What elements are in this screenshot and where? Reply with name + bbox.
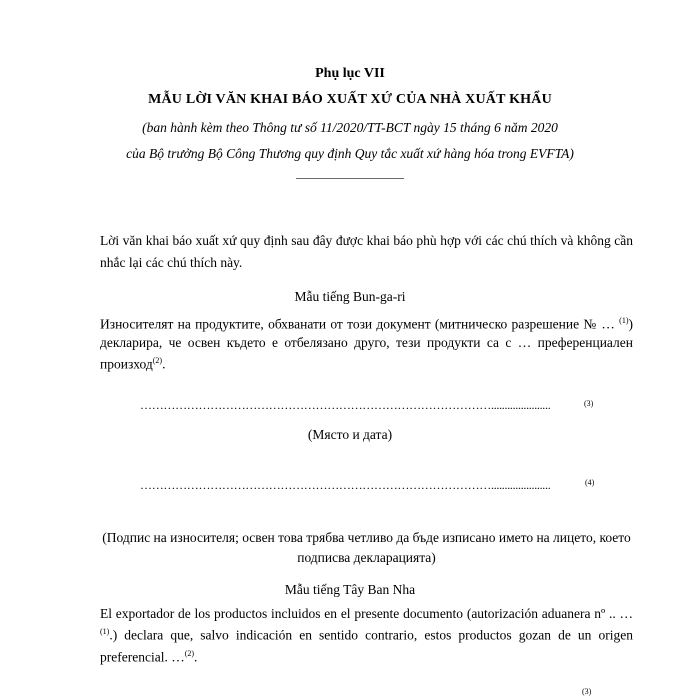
place-date-label: (Място и дата) bbox=[307, 427, 393, 442]
spanish-footnote-ref-1: (1) bbox=[100, 627, 110, 636]
signature-dotted-line: ………………………………………………………………………………...................... bbox=[140, 478, 551, 492]
bulgarian-text-part1: Износителят на продуктите, обхванати от този документ (митническо разрешение № … bbox=[100, 316, 620, 332]
bulgarian-text-part3: . bbox=[162, 356, 166, 371]
spanish-footnote-ref-3: (3) bbox=[582, 687, 592, 696]
intro-paragraph: Lời văn khai báo xuất xứ quy định sau đây được khai báo phù hợp với các chú thích và không cần nhắc lại các chú thích này. bbox=[100, 233, 633, 270]
spanish-declaration bbox=[100, 605, 633, 666]
spanish-footnote-ref-2: (2) bbox=[184, 648, 195, 658]
footnote-ref-2: (2) bbox=[152, 355, 163, 365]
bulgarian-heading: Mẫu tiếng Bun-ga-ri bbox=[294, 289, 406, 304]
separator-line: ————————— bbox=[296, 170, 404, 184]
appendix-title: Phụ lục VII bbox=[315, 66, 385, 81]
spanish-text-part2: .) declara que, salvo indicación en sentido contrario, estos productos gozan de un origen preferencial. … bbox=[100, 627, 633, 664]
spanish-text-part3: . bbox=[194, 649, 198, 664]
subtitle-line-2: của Bộ trưởng Bộ Công Thương quy định Quy tắc xuất xứ hàng hóa trong EVFTA) bbox=[126, 146, 574, 161]
footnote-ref-1: (1) bbox=[619, 316, 629, 325]
bulgarian-text-part2: ) декларира, че освен където е отбелязано друго, тези продукти са с … преференциален произход bbox=[100, 316, 633, 371]
spanish-heading: Mẫu tiếng Tây Ban Nha bbox=[284, 582, 416, 597]
bulgarian-declaration bbox=[100, 312, 633, 373]
footnote-ref-4: (4) bbox=[585, 478, 595, 487]
subtitle-line-1: (ban hành kèm theo Thông tư số 11/2020/TT-BCT ngày 15 tháng 6 năm 2020 bbox=[142, 120, 558, 135]
signature-note: (Подпис на износителя; освен това трябва четливо да бъде изписано името на лицето, което подписва декларацията) bbox=[102, 530, 631, 565]
place-date-dotted-line: ………………………………………………………………………………...................... bbox=[140, 398, 551, 412]
footnote-ref-3: (3) bbox=[584, 399, 594, 408]
spanish-text-part1: El exportador de los productos incluidos en el presente documento (autorización aduanera nº .. … bbox=[100, 606, 633, 621]
document-heading: MẪU LỜI VĂN KHAI BÁO XUẤT XỨ CỦA NHÀ XUẤT KHẨU bbox=[148, 92, 552, 107]
